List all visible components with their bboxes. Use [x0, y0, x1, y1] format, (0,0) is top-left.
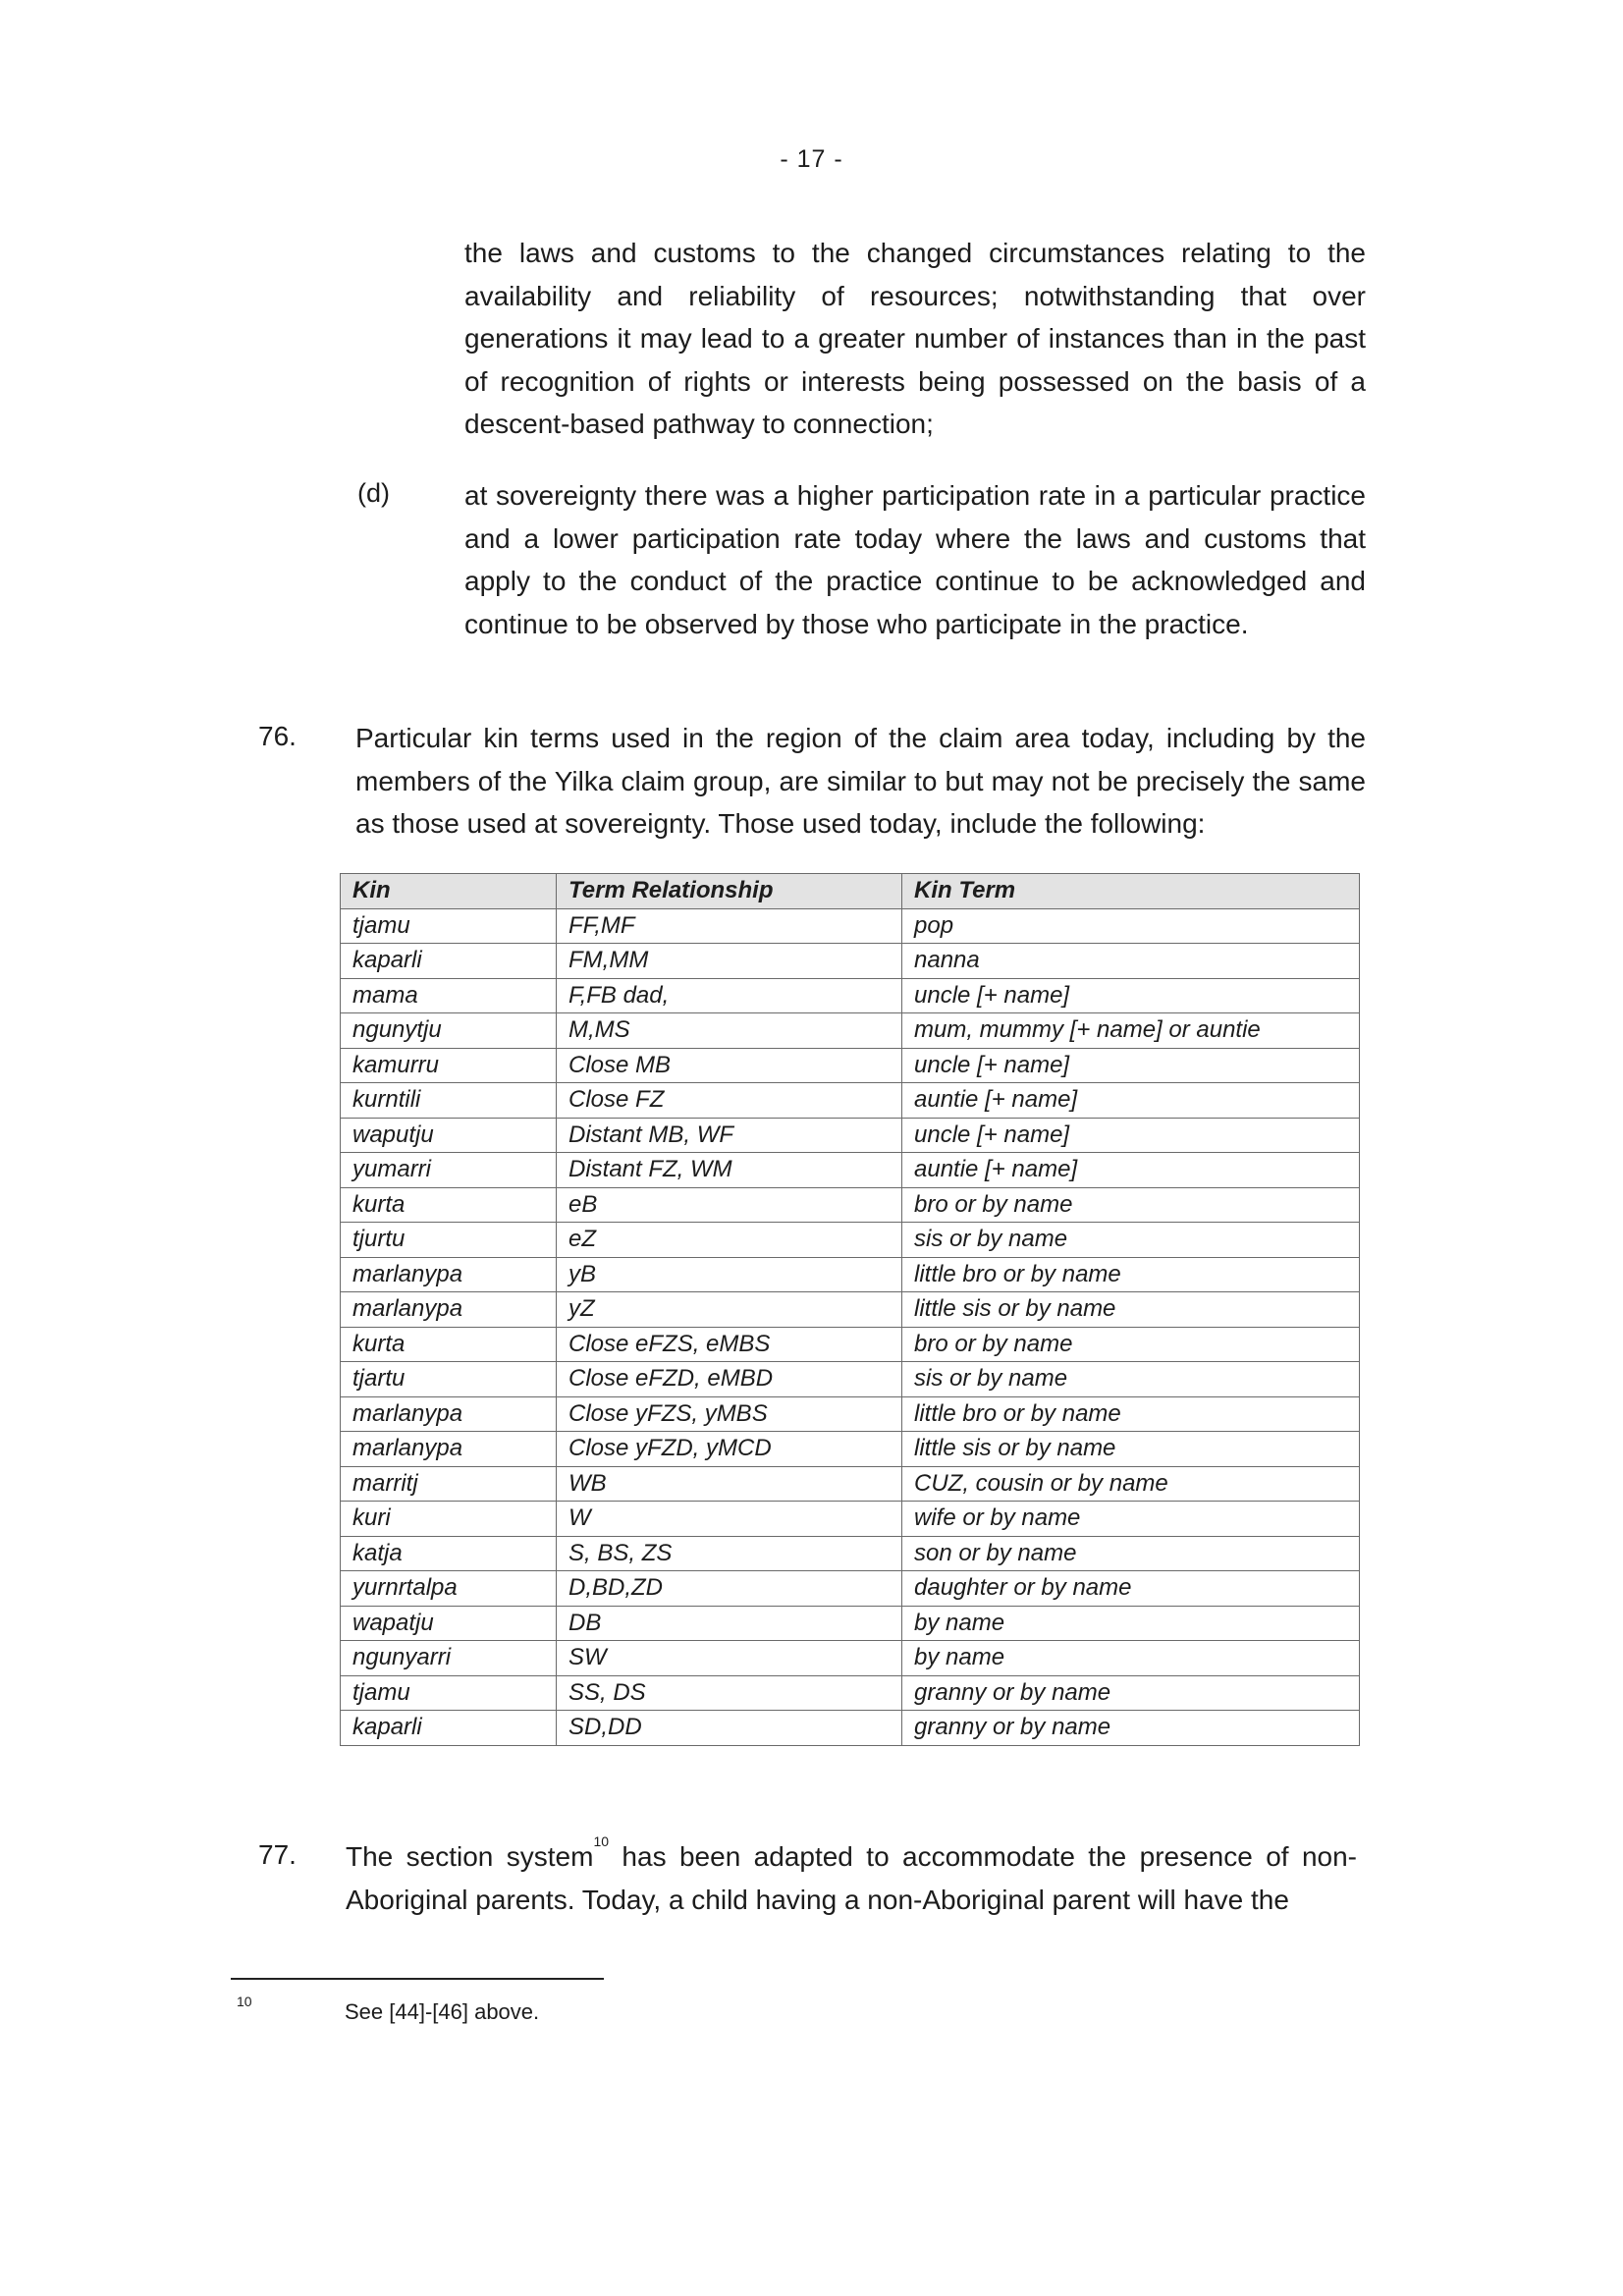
table-row — [341, 1013, 1360, 1049]
kin-cell: yumarri — [341, 1153, 557, 1188]
paragraph-77-text-rest: has been adapted to accommodate the presence of non-Aboriginal parents. Today, a child having a non-Aboriginal parent will have the — [346, 1841, 1358, 1915]
kin-cell: marlanypa — [341, 1292, 557, 1328]
term-relationship-cell: DB — [557, 1606, 902, 1641]
term-relationship-cell: Close yFZD, yMCD — [557, 1432, 902, 1467]
kin-cell: kamurru — [341, 1048, 557, 1083]
term-relationship-cell: W — [557, 1502, 902, 1537]
kin-terms-table — [340, 873, 1360, 1746]
term-relationship-cell: Close yFZS, yMBS — [557, 1396, 902, 1432]
table-row — [341, 1187, 1360, 1223]
kin-term-cell: little bro or by name — [902, 1257, 1360, 1292]
kin-cell: tjurtu — [341, 1223, 557, 1258]
table-row — [341, 1432, 1360, 1467]
kin-term-cell: uncle [+ name] — [902, 1118, 1360, 1153]
kin-cell: marlanypa — [341, 1432, 557, 1467]
kin-cell: ngunyarri — [341, 1641, 557, 1676]
kin-term-cell: little sis or by name — [902, 1292, 1360, 1328]
term-relationship-cell: WB — [557, 1466, 902, 1502]
table-row — [341, 978, 1360, 1013]
kin-term-cell: sis or by name — [902, 1223, 1360, 1258]
kin-term-cell: by name — [902, 1606, 1360, 1641]
kin-cell: kuri — [341, 1502, 557, 1537]
term-relationship-cell: SS, DS — [557, 1675, 902, 1711]
term-relationship-cell: SD,DD — [557, 1711, 902, 1746]
kin-term-cell: auntie [+ name] — [902, 1153, 1360, 1188]
table-row — [341, 1362, 1360, 1397]
kin-term-cell: bro or by name — [902, 1187, 1360, 1223]
kin-cell: yurnrtalpa — [341, 1571, 557, 1607]
kin-term-cell: CUZ, cousin or by name — [902, 1466, 1360, 1502]
term-relationship-cell: S, BS, ZS — [557, 1536, 902, 1571]
table-row — [341, 1396, 1360, 1432]
kin-term-cell: mum, mummy [+ name] or auntie — [902, 1013, 1360, 1049]
term-relationship-cell: Close MB — [557, 1048, 902, 1083]
kin-cell: wapatju — [341, 1606, 557, 1641]
kin-term-cell: little sis or by name — [902, 1432, 1360, 1467]
table-row — [341, 1153, 1360, 1188]
kin-cell: kurta — [341, 1327, 557, 1362]
kin-cell: tjamu — [341, 1675, 557, 1711]
table-row — [341, 1048, 1360, 1083]
kin-cell: kurta — [341, 1187, 557, 1223]
table-row — [341, 1292, 1360, 1328]
kin-term-cell: granny or by name — [902, 1711, 1360, 1746]
term-relationship-cell: FM,MM — [557, 944, 902, 979]
kin-cell: marlanypa — [341, 1257, 557, 1292]
term-relationship-cell: Close eFZS, eMBS — [557, 1327, 902, 1362]
term-relationship-cell: eZ — [557, 1223, 902, 1258]
term-relationship-cell: eB — [557, 1187, 902, 1223]
kin-cell: tjamu — [341, 908, 557, 944]
table-row — [341, 1606, 1360, 1641]
term-relationship-cell: yZ — [557, 1292, 902, 1328]
paragraph-76-text: Particular kin terms used in the region of the claim area today, including by the members of the Yilka claim group, are similar to but may not be precisely the same as those used at sovereignty. Those used today, include the following: — [355, 723, 1366, 839]
kin-term-cell: pop — [902, 908, 1360, 944]
paragraph-77-text — [346, 1832, 1358, 1921]
footnote-separator — [231, 1978, 604, 1980]
subparagraph-d-text: at sovereignty there was a higher participation rate in a particular practice and a lower participation rate today where the laws and customs that apply to the conduct of the practice continue to be acknowledged and continue to be observed by those who participate in the practice. — [464, 480, 1366, 639]
table-row — [341, 1466, 1360, 1502]
kin-cell: katja — [341, 1536, 557, 1571]
term-relationship-cell: Close FZ — [557, 1083, 902, 1119]
kin-cell: kurntili — [341, 1083, 557, 1119]
header-kin-term: Kin Term — [902, 874, 1360, 909]
term-relationship-cell: FF,MF — [557, 908, 902, 944]
kin-term-cell: uncle [+ name] — [902, 978, 1360, 1013]
header-kin: Kin — [341, 874, 557, 909]
table-row — [341, 1223, 1360, 1258]
table-row — [341, 1083, 1360, 1119]
kin-cell: kaparli — [341, 1711, 557, 1746]
table-row — [341, 1502, 1360, 1537]
term-relationship-cell: Close eFZD, eMBD — [557, 1362, 902, 1397]
paragraph-number-77: 77. — [258, 1839, 297, 1870]
kin-term-cell: daughter or by name — [902, 1571, 1360, 1607]
kin-term-cell: by name — [902, 1641, 1360, 1676]
page-number: - 17 - — [780, 145, 843, 173]
table-row — [341, 1327, 1360, 1362]
term-relationship-cell: D,BD,ZD — [557, 1571, 902, 1607]
table-row — [341, 1571, 1360, 1607]
kin-cell: ngunytju — [341, 1013, 557, 1049]
term-relationship-cell: Distant MB, WF — [557, 1118, 902, 1153]
table-row — [341, 1711, 1360, 1746]
footnote-number: 10 — [237, 1994, 252, 2009]
footnote-reference: 10 — [593, 1832, 610, 1849]
paragraph-number-76: 76. — [258, 721, 297, 751]
table-row — [341, 1257, 1360, 1292]
kin-term-cell: nanna — [902, 944, 1360, 979]
kin-term-cell: wife or by name — [902, 1502, 1360, 1537]
term-relationship-cell: Distant FZ, WM — [557, 1153, 902, 1188]
term-relationship-cell: yB — [557, 1257, 902, 1292]
kin-term-cell: granny or by name — [902, 1675, 1360, 1711]
kin-term-cell: auntie [+ name] — [902, 1083, 1360, 1119]
kin-term-cell: sis or by name — [902, 1362, 1360, 1397]
table-header-row — [341, 874, 1360, 909]
kin-term-cell: bro or by name — [902, 1327, 1360, 1362]
kin-cell: waputju — [341, 1118, 557, 1153]
footnote-text: See [44]-[46] above. — [345, 1999, 540, 2024]
kin-cell: kaparli — [341, 944, 557, 979]
table-row — [341, 1675, 1360, 1711]
paragraph-77-text-start: The section system — [346, 1841, 594, 1872]
kin-term-cell: little bro or by name — [902, 1396, 1360, 1432]
term-relationship-cell: M,MS — [557, 1013, 902, 1049]
kin-cell: mama — [341, 978, 557, 1013]
kin-cell: tjartu — [341, 1362, 557, 1397]
subparagraph-label-d: (d) — [357, 478, 390, 508]
paragraph-continuation: the laws and customs to the changed circumstances relating to the availability and reliability of resources; notwithstanding that over generations it may lead to a greater number of instances than in the past of recognition of rights or interests being possessed on the basis of a descent-based pathway to connection; — [464, 238, 1366, 439]
table-row — [341, 1536, 1360, 1571]
term-relationship-cell: F,FB dad, — [557, 978, 902, 1013]
table-row — [341, 1118, 1360, 1153]
kin-cell: marlanypa — [341, 1396, 557, 1432]
table-row — [341, 1641, 1360, 1676]
kin-cell: marritj — [341, 1466, 557, 1502]
kin-term-cell: son or by name — [902, 1536, 1360, 1571]
table-row — [341, 944, 1360, 979]
kin-term-cell: uncle [+ name] — [902, 1048, 1360, 1083]
header-term-relationship: Term Relationship — [557, 874, 902, 909]
term-relationship-cell: SW — [557, 1641, 902, 1676]
table-row — [341, 908, 1360, 944]
